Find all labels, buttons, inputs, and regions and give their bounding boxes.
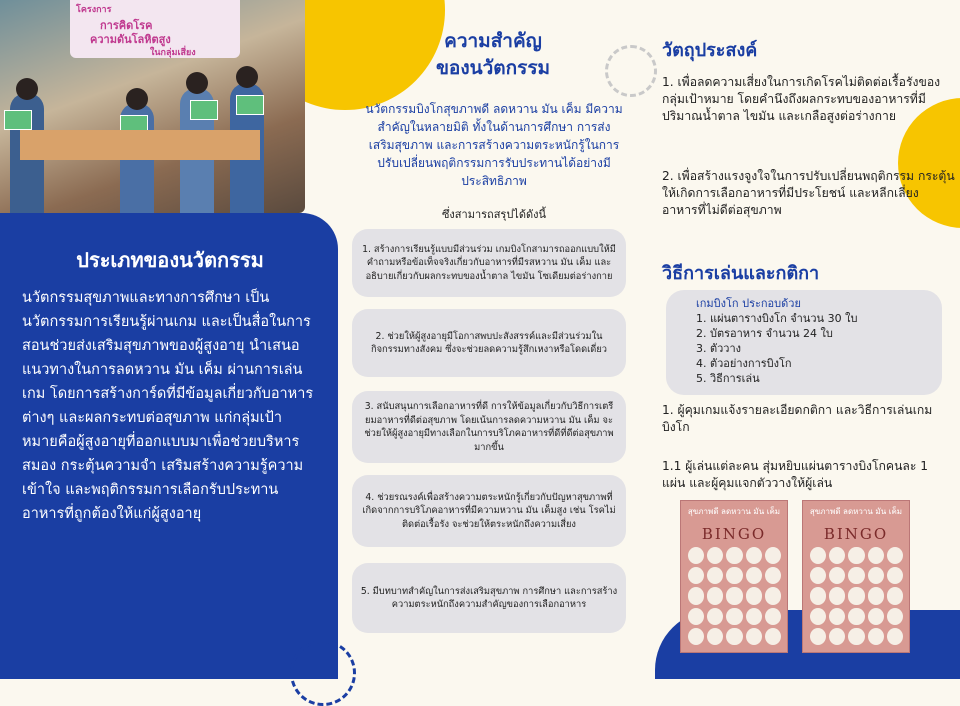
rule-1-1: 1.1 ผู้เล่นแต่ละคน สุ่มหยิบแผ่นตารางบิงโกคนละ 1 แผ่น และผู้คุมแจกตัววางให้ผู้เล่น <box>662 459 929 490</box>
activity-photo <box>0 0 305 213</box>
photo-card <box>190 100 218 120</box>
bingo-card-word: BINGO <box>701 525 767 543</box>
rules-title: วิธีการเล่นและกติกา <box>662 263 820 284</box>
bingo-grid <box>810 547 903 645</box>
equipment-item: 2. บัตรอาหาร จำนวน 24 ใบ <box>696 327 833 340</box>
importance-title-line2: ของนวัตกรรม <box>435 57 551 79</box>
objective-2-text-cont: อาหารที่ไม่ดีต่อสุขภาพ <box>662 203 782 217</box>
importance-title-line1: ความสำคัญ <box>444 30 542 52</box>
objective-title: วัตถุประสงค์ <box>662 40 758 61</box>
bingo-card-image <box>802 500 910 653</box>
photo-person-head <box>16 78 38 100</box>
photo-banner-text: ในกลุ่มเสี่ยง <box>150 48 196 58</box>
importance-point: 1. สร้างการเรียนรู้แบบมีส่วนร่วม เกมบิงโกสามารถออกแบบให้มีคำถามหรือข้อเท็จจริงเกี่ยวกับอาหารที่มีรสหวาน มัน เค็ม และอธิบายเกี่ยวกับผลกระทบของน้ำตาล ไขมัน โซเดียมต่อร่างกาย <box>352 229 626 297</box>
equipment-item: 4. ตัวอย่างการบิงโก <box>696 357 792 370</box>
importance-intro: นวัตกรรมบิงโกสุขภาพดี ลดหวาน มัน เค็ม มีความสำคัญในหลายมิติ ทั้งในด้านการศึกษา การส่งเสริมสุขภาพ และการสร้างความตระหนักรู้ในการปรับเปลี่ยนพฤติกรรมการรับประทานได้อย่างมีประสิทธิภาพ <box>365 102 623 188</box>
photo-person-head <box>236 66 258 88</box>
importance-point: 3. สนับสนุนการเลือกอาหารที่ดี การให้ข้อมูลเกี่ยวกับวิธีการเตรียมอาหารที่ดีต่อสุขภาพ โดยเน้นการลดความหวาน มัน เค็ม จะช่วยให้ผู้สูงอายุมีทางเลือกในการบริโภคอาหารที่ดีที่ดีต่อสุขภาพมากขึ้น <box>352 391 626 463</box>
bingo-card-top-text: สุขภาพดี ลดหวาน มัน เค็ม <box>809 507 903 516</box>
decor-dashed-circle-bottom <box>290 640 356 706</box>
photo-banner <box>70 0 240 58</box>
photo-banner-text: การคิดโรค <box>100 19 153 32</box>
photo-person-head <box>186 72 208 94</box>
importance-title <box>368 28 618 82</box>
photo-banner-text: ความดันโลหิตสูง <box>90 33 171 46</box>
bingo-card-top-text: สุขภาพดี ลดหวาน มัน เค็ม <box>687 507 781 516</box>
photo-person-head <box>126 88 148 110</box>
equipment-item: 3. ตัววาง <box>696 342 742 355</box>
photo-table <box>20 130 260 160</box>
importance-point: 4. ช่วยรณรงค์เพื่อสร้างความตระหนักรู้เกี่ยวกับปัญหาสุขภาพที่เกิดจากการบริโภคอาหารที่มีความหวาน มัน เค็มสูง เช่น โรคไม่ติดต่อเรื้อรัง จะช่วยให้ตระหนักถึงความเสี่ยง <box>352 475 626 547</box>
equipment-item: 5. วิธีการเล่น <box>696 372 760 385</box>
bingo-card-word: BINGO <box>823 525 889 543</box>
equipment-item: 1. แผ่นตารางบิงโก จำนวน 30 ใบ <box>696 312 858 325</box>
objective-2 <box>662 168 960 219</box>
innovation-type-title: ประเภทของนวัตกรรม <box>76 248 264 272</box>
objective-2-text: 2. เพื่อสร้างแรงจูงใจในการปรับเปลี่ยนพฤติกรรม กระตุ้นให้เกิดการเลือกอาหารที่มีประโยชน์ และหลีกเลี่ยง <box>662 169 955 200</box>
rule-1: 1. ผู้คุมเกมแจ้งรายละเอียดกติกา และวิธีการเล่นเกมบิงโก <box>662 403 933 434</box>
importance-point: 5. มีบทบาทสำคัญในการส่งเสริมสุขภาพ การศึกษา และการสร้างความตระหนักถึงความสำคัญของการเลือกอาหาร <box>352 563 626 633</box>
photo-card <box>4 110 32 130</box>
photo-card <box>236 95 264 115</box>
equipment-box <box>666 290 942 395</box>
innovation-type-body: นวัตกรรมสุขภาพและทางการศึกษา เป็นนวัตกรรมการเรียนรู้ผ่านเกม และเป็นสื่อในการสอนช่วยส่งเสริมสุขภาพของผู้สูงอายุ นำเสนอแนวทางในการลดหวาน มัน เค็ม ผ่านการเล่นเกม โดยการสร้างการ์ดที่มีข้อมูลเกี่ยวกับอาหารต่างๆ และผลกระทบต่อสุขภาพ แก่กลุ่มเป้าหมายคือผู้สูงอายุที่ออกแบบมาเพื่อช่วยบริหารสมอง กระตุ้นความจำ เสริมสร้างความรู้ความเข้าใจ และพฤติกรรมการเลือกรับประทานอาหารที่ถูกต้องให้แก่ผู้สูงอายุ <box>22 290 314 522</box>
equipment-title: เกมบิงโก ประกอบด้วย <box>696 297 801 310</box>
importance-point: 2. ช่วยให้ผู้สูงอายุมีโอกาสพบปะสังสรรค์และมีส่วนร่วมในกิจกรรมทางสังคม ซึ่งจะช่วยลดความรู้สึกเหงาหรือโดดเดี่ยว <box>352 309 626 377</box>
importance-summary-label: ซึ่งสามารถสรุปได้ดังนี้ <box>441 208 547 221</box>
objective-1: 1. เพื่อลดความเสี่ยงในการเกิดโรคไม่ติดต่อเรื้อรังของกลุ่มเป้าหมาย โดยคำนึงถึงผลกระทบของอาหารที่มีปริมาณน้ำตาล ไขมัน และเกลือสูงต่อร่างกาย <box>662 75 941 123</box>
photo-banner-text: โครงการ <box>76 5 112 15</box>
bingo-grid <box>688 547 781 645</box>
bingo-card-image <box>680 500 788 653</box>
